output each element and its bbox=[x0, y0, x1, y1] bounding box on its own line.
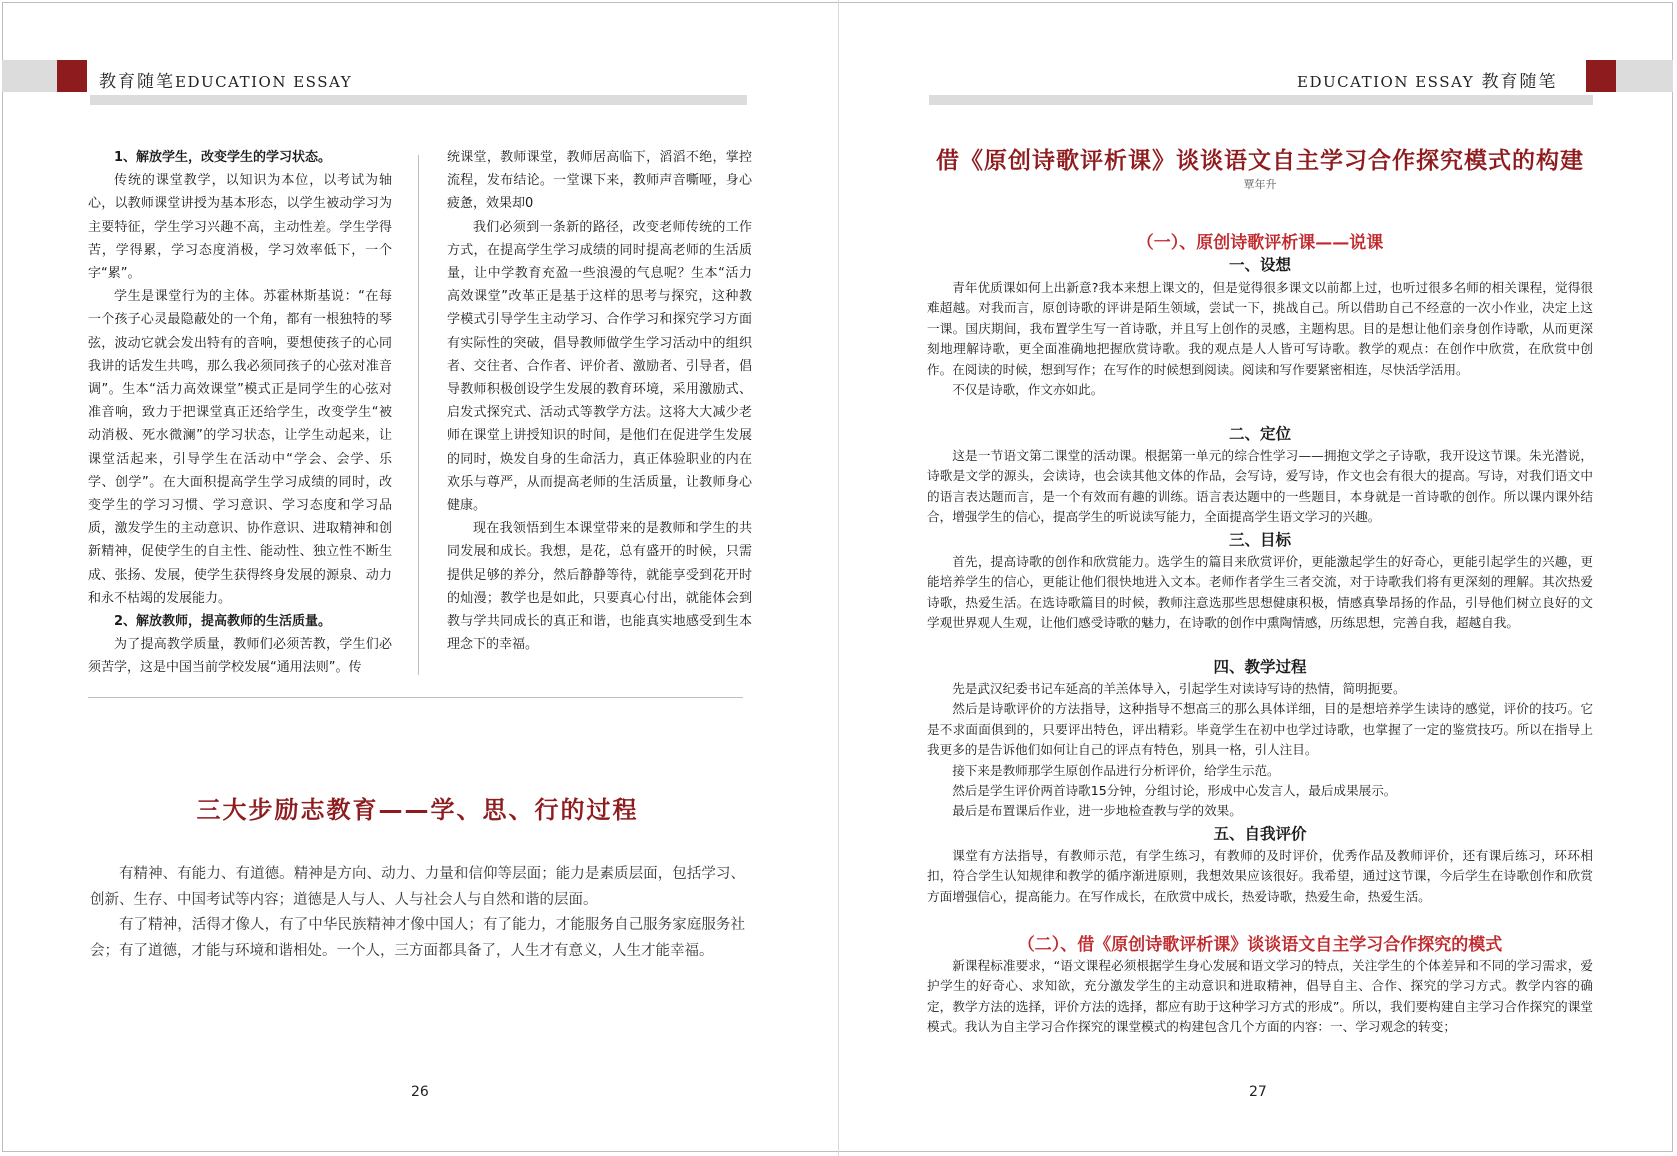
header-left-en: EDUCATION ESSAY bbox=[175, 73, 353, 91]
essay-block bbox=[90, 862, 745, 964]
subheading-2: 二、定位 bbox=[1228, 425, 1291, 443]
paragraph: 这是一节语文第二课堂的活动课。根据第一单元的综合性学习——拥抱文学之子诗歌，我开设这节课。朱光潜说，诗歌是文学的源头，会读诗，也会读其他文体的作品，会写诗，爱写诗，作文也会有很大的提高。写诗，对我们语文中的语言表达题而言，是一个有效而有趣的训练。语言表达题中的一些题目，本身就是一首诗歌的创作。所以课内课外结合，增强学生的信心，提高学生的听说读写能力，全面提高学生语文学习的兴趣。 bbox=[927, 448, 1593, 525]
paragraph: 为了提高教学质量，教师们必须苦教，学生们必须苦学，这是中国当前学校发展“通用法则”。传 bbox=[88, 637, 392, 676]
paragraph: 有精神、有能力、有道德。精神是方向、动力、力量和信仰等层面；能力是素质层面，包括学习、创新、生存、中国考试等内容；道德是人与人、人与社会人与自然和谐的层面。 bbox=[90, 866, 745, 908]
paragraph: 不仅是诗歌，作文亦如此。 bbox=[952, 382, 1104, 398]
text-block-6 bbox=[927, 956, 1593, 1038]
paragraph: 最后是布置课后作业，进一步地检查教与学的效果。 bbox=[952, 803, 1242, 819]
text-block-1 bbox=[927, 278, 1593, 400]
page-number-right: 27 bbox=[1249, 1084, 1267, 1100]
subheading-1: 一、设想 bbox=[1228, 256, 1291, 274]
header-right-title bbox=[1297, 67, 1558, 92]
column-divider bbox=[418, 155, 419, 675]
paragraph: 我们必须到一条新的路径，改变老师传统的工作方式，在提高学生学习成绩的同时提高老师的生活质量，让中学教育充盈一些浪漫的气息呢？生本“活力高效课堂”改革正是基于这样的思考与探究，这种教学模式引导学生主动学习、合作学习和探究学习方面有实际性的突破，倡导教师做学生学习活动中的组织者、交往者、合作者、评价者、激励者、引导者，倡导教师积极创设学生发展的教育环境，采用激励式、启发式探究式、活动式等教学方法。这将大大减少老师在课堂上讲授知识的时间，是他们在促进学生发展的同时，焕发自身的生命活力，真正体验职业的内在欢乐与尊严，从而提高老师的生活质量，让教师身心健康。 bbox=[447, 219, 752, 514]
subheading-5: 五、自我评价 bbox=[1213, 825, 1307, 843]
center-gutter bbox=[838, 0, 839, 1156]
header-red-block-right bbox=[1586, 60, 1616, 92]
paragraph: 然后是诗歌评价的方法指导，这种指导不想高三的那么具体详细，目的是想培养学生读诗的感觉，评价的技巧。它是不求面面俱到的，只要评出特色，评出精彩。毕竟学生在初中也学过诗歌，也掌握了一定的鉴赏技巧。所以在指导上我更多的是告诉他们如何让自己的评点有特色，别具一格，引人注目。 bbox=[927, 701, 1593, 758]
header-rule-left bbox=[90, 95, 747, 105]
header-left-cn: 教育随笔 bbox=[99, 72, 175, 92]
author-name: 覃年升 bbox=[1243, 178, 1277, 191]
header-left-title bbox=[99, 67, 352, 92]
paragraph: 现在我领悟到生本课堂带来的是教师和学生的共同发展和成长。我想，是花，总有盛开的时候，只需提供足够的养分，然后静静等待，就能享受到花开时的灿漫；教学也是如此，只要真心付出，就能体会到教与学共同成长的真正和谐，也能真实地感受到生本理念下的幸福。 bbox=[447, 521, 752, 653]
header-band-right-stub bbox=[1616, 60, 1673, 92]
text-block-5 bbox=[927, 846, 1593, 907]
paragraph: 课堂有方法指导，有教师示范，有学生练习，有教师的及时评价，优秀作品及教师评价，还有课后练习，环环相扣，符合学生认知规律和教学的循序渐进原则，我想效果应该很好。我希望，通过这节课，今后学生在诗歌创作和欣赏方面增强信心，提高能力。在写作成长，在欣赏中成长，热爱诗歌，热爱生命，热爱生活。 bbox=[927, 848, 1593, 904]
header-right-en: EDUCATION ESSAY bbox=[1297, 73, 1475, 91]
section-heading-2: （二）、借《原创诗歌评析课》谈谈语文自主学习合作探究的模式 bbox=[1017, 935, 1503, 955]
paragraph: 新课程标准要求，“语文课程必须根据学生身心发展和语文学习的特点，关注学生的个体差异和不同的学习需求，爱护学生的好奇心、求知欲，充分激发学生的主动意识和进取精神，倡导自主、合作、探究的学习方式。教学内容的确定，教学方法的选择，评价方法的选择，都应有助于这种学习方式的形成”。所以，我们要构建自主学习合作探究的课堂模式。我认为自主学习合作探究的课堂模式的构建包含几个方面的内容：一、学习观念的转变； bbox=[927, 958, 1593, 1035]
page-number-left: 26 bbox=[411, 1084, 429, 1100]
left-column-1 bbox=[88, 146, 392, 680]
subheading-4: 四、教学过程 bbox=[1213, 658, 1307, 676]
section-heading-1: （一）、原创诗歌评析课——说课 bbox=[1136, 233, 1384, 253]
text-block-2 bbox=[927, 446, 1593, 528]
header-rule-right bbox=[929, 95, 1593, 105]
header-red-block-left bbox=[57, 60, 87, 92]
article-title-right: 借《原创诗歌评析课》谈谈语文自主学习合作探究模式的构建 bbox=[936, 148, 1584, 174]
header-band-left-stub bbox=[2, 60, 57, 92]
paragraph: 青年优质课如何上出新意?我本来想上课文的，但是觉得很多课文以前都上过，也听过很多名师的相关课程，觉得很难超越。对我而言，原创诗歌的评讲是陌生领域，尝试一下，挑战自己。所以借助自己不经意的一次小作业，决定上这一课。国庆期间，我布置学生写一首诗歌，并且写上创作的灵感，主题构思。目的是想让他们亲身创作诗歌，从而更深刻地理解诗歌，更全面准确地把握欣赏诗歌。我的观点是人人皆可写诗歌。教学的观点：在创作中欣赏，在欣赏中创作。在阅读的时候，想到写作；在写作的时候想到阅读。阅读和写作要紧密相连，尽快活学活用。 bbox=[927, 280, 1593, 377]
section-divider bbox=[88, 697, 743, 698]
paragraph: 接下来是教师那学生原创作品进行分析评价，给学生示范。 bbox=[952, 762, 1280, 778]
text-block-4 bbox=[927, 679, 1593, 822]
paragraph: 传统的课堂教学，以知识为本位，以考试为轴心，以教师课堂讲授为基本形态，以学生被动学习为主要特征，学生学习兴趣不高，主动性差。学生学得苦，学得累，学习态度消极，学习效率低下，一个字“累”。 bbox=[88, 173, 392, 282]
paragraph: 学生是课堂行为的主体。苏霍林斯基说：“在每一个孩子心灵最隐蔽处的一个角，都有一根独特的琴弦，波动它就会发出特有的音响，要想使孩子的心同我讲的话发生共鸣，那么我必须同孩子的心弦对准音调”。生本“活力高效课堂”模式正是同学生的心弦对准音响，致力于把课堂真正还给学生，改变学生“被动消极、死水微澜”的学习状态，让学生动起来，让课堂活起来，引导学生在活动中“学会、会学、乐学、创学”。在大面积提高学生学习成绩的同时，改变学生的学习习惯、学习意识、学习态度和学习品质，激发学生的主动意识、协作意识、进取精神和创新精神，促使学生的自主性、能动性、独立性不断生成、张扬、发展，使学生获得终身发展的源泉、动力和永不枯竭的发展能力。 bbox=[88, 289, 392, 606]
left-column-2 bbox=[447, 146, 752, 656]
paragraph: 统课堂，教师课堂，教师居高临下，滔滔不绝，掌控流程，发布结论。一堂课下来，教师声音嘶哑，身心疲惫，效果却0 bbox=[447, 150, 752, 212]
paragraph: 然后是学生评价两首诗歌15分钟，分组讨论，形成中心发言人，最后成果展示。 bbox=[952, 783, 1397, 799]
heading-liberate-students: 1、解放学生，改变学生的学习状态。 bbox=[114, 150, 332, 165]
paragraph: 有了精神，活得才像人，有了中华民族精神才像中国人；有了能力，才能服务自己服务家庭服务社会；有了道德，才能与环境和谐相处。一个人，三方面都具备了，人生才有意义，人生才能幸福。 bbox=[90, 917, 745, 959]
subheading-3: 三、目标 bbox=[1228, 531, 1291, 549]
paragraph: 先是武汉纪委书记车延高的羊羔体导入，引起学生对读诗写诗的热情，简明扼要。 bbox=[952, 681, 1406, 696]
article-title-left: 三大步励志教育——学、思、行的过程 bbox=[196, 796, 639, 824]
header-right-cn: 教育随笔 bbox=[1481, 72, 1558, 92]
text-block-3 bbox=[927, 552, 1593, 634]
paragraph: 首先，提高诗歌的创作和欣赏能力。选学生的篇目来欣赏评价，更能激起学生的好奇心，更能引起学生的兴趣，更能培养学生的信心，更能让他们很快地进入文本。老师作者学生三者交流，对于诗歌我们将有更深刻的理解。其次热爱诗歌，热爱生活。在选诗歌篇目的时候，教师注意选那些思想健康积极，情感真挚昂扬的作品，引导他们树立良好的文学观世界观人生观，让他们感受诗歌的魅力，在诗歌的创作中熏陶情感，历练思想，完善自我，超越自我。 bbox=[927, 554, 1593, 631]
heading-liberate-teachers: 2、解放教师，提高教师的生活质量。 bbox=[114, 614, 332, 630]
